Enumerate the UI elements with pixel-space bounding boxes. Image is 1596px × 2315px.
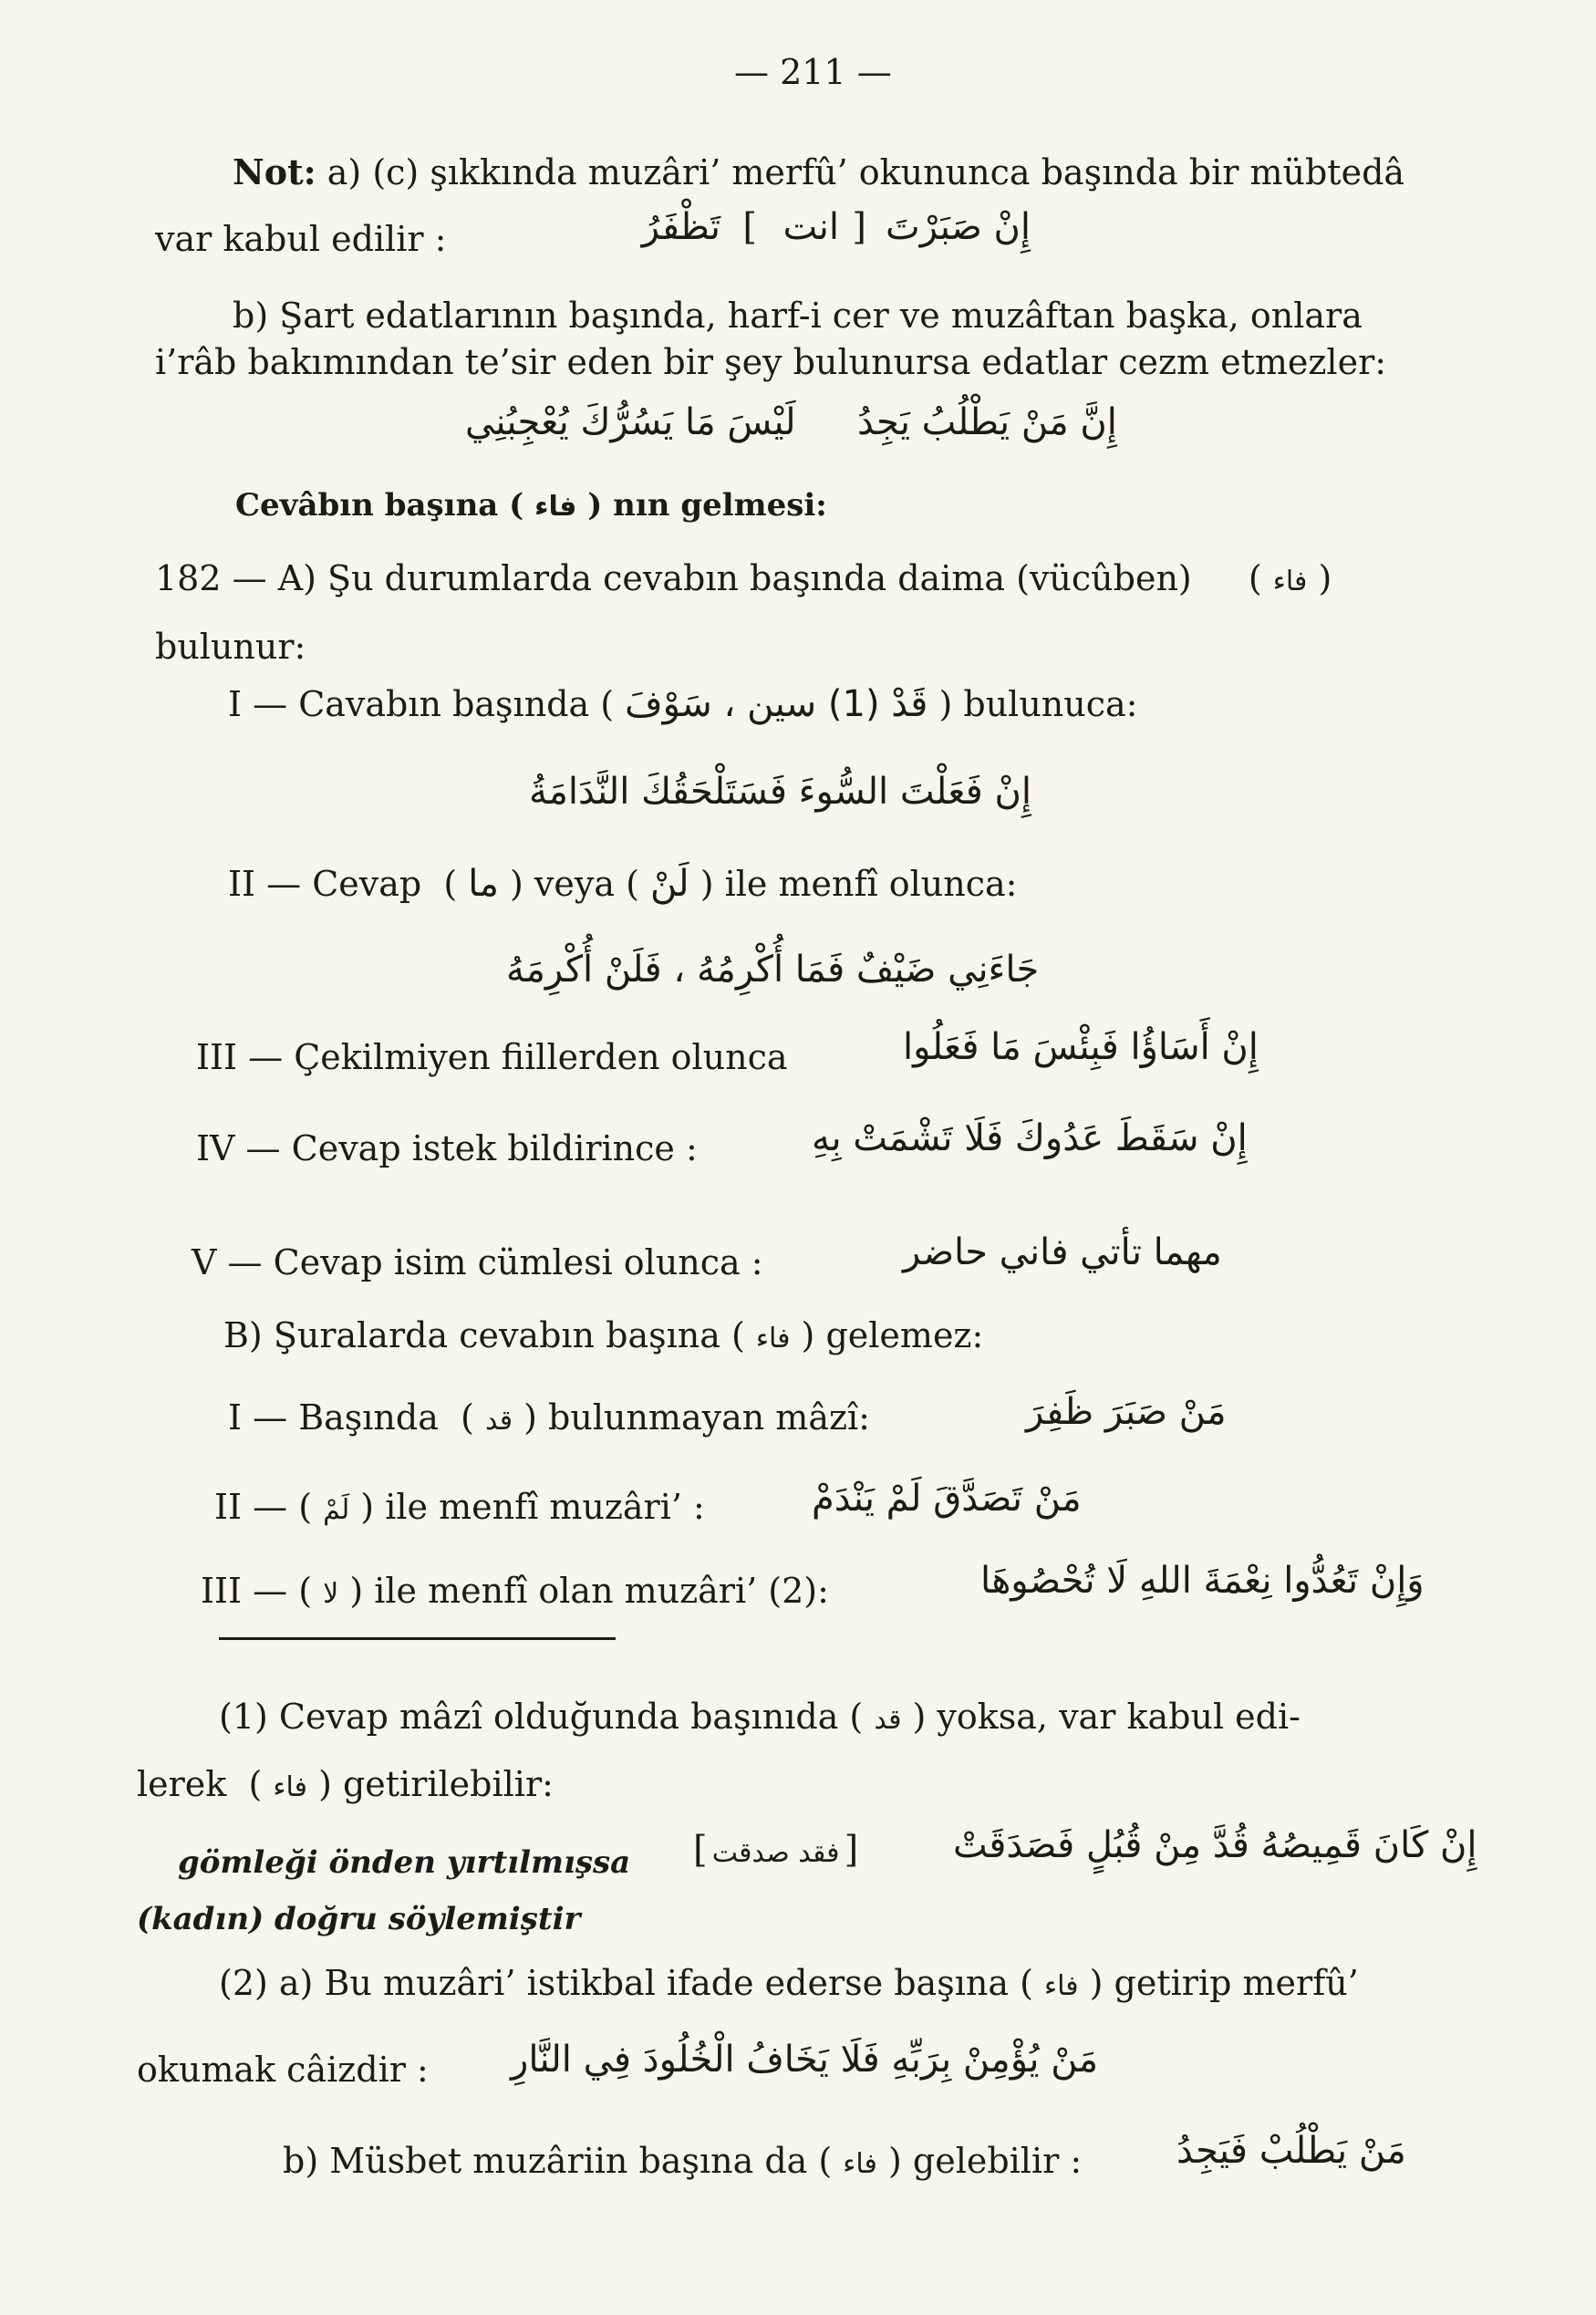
fn1-bracket-arabic: فقد صدقت (711, 1837, 840, 1869)
heading-arabic: فاء (534, 491, 577, 523)
note-a-line (233, 151, 1404, 194)
fn1-text: (1) Cevap mâzî olduğunda başınıda (219, 1697, 839, 1737)
fn2-b-arabic: فاء (843, 2148, 877, 2180)
item-v-line (192, 1241, 763, 1284)
item-iv-line (196, 1126, 698, 1170)
item-tail: ile menfî olunca: (724, 864, 1018, 904)
item-ii-example: جَاءَنِي ضَيْفٌ فَمَا أُكْرِمُهُ ، فَلَنْ أُكْرِمَهُ (506, 949, 1040, 991)
fn1-italic-2: (kadın) doğru söylemiştir (137, 1901, 581, 1937)
item-iv-example: إِنْ سَقَطَ عَدُوكَ فَلَا تَشْمَتْ بِهِ (812, 1117, 1248, 1159)
item-mid: veya (534, 864, 615, 904)
fn1-tail: yoksa, var kabul edi- (937, 1697, 1301, 1737)
b-item-ii-arabic: لَمْ (323, 1494, 350, 1526)
fn2-b-example: مَنْ يَطْلُبْ فَيَجِدُ (1176, 2130, 1406, 2172)
fn2-text: (2) a) Bu muzâri’ istikbal ifade ederse başına (219, 1963, 1009, 2003)
item-i-line: I — Cavabın başında ( قَدْ (1) سين ، سَوْفَ ) bulunuca: (228, 683, 1138, 725)
section-182-text: 182 — A) Şu durumlarda cevabın başında daima (vücûben) (155, 558, 1192, 598)
item-text: — Başında (253, 1397, 439, 1438)
item-text: — Çekilmiyen fiillerden olunca (248, 1037, 788, 1077)
fn1-bracket (693, 1829, 858, 1871)
item-ii-arabic-a: ما (468, 863, 499, 905)
b-item-i-example: مَنْ صَبَرَ ظَفِرَ (1026, 1391, 1227, 1433)
item-num: II (214, 1487, 243, 1527)
fn1-arabic-qad: قد (874, 1704, 902, 1736)
footnote-2-line2: okumak câizdir : (137, 2050, 429, 2090)
note-a-text: a) (c) şıkkında muzâri’ merfû’ okununca başında bir mübtedâ (326, 152, 1405, 192)
footnote-2-b-line: b) Müsbet muzâriin başına da ( فاء ) gelebilir : (283, 2141, 1083, 2181)
fn1-italic-1: gömleği önden yırtılmışsa (178, 1844, 631, 1881)
item-ii-arabic-b: لَنْ (649, 863, 689, 905)
footnote-1-line1: (1) Cevap mâzî olduğunda başınıda ( قد ) yoksa, var kabul edi- (219, 1697, 1301, 1737)
footnote-1-line2: lerek ( فاء ) getirilebilir: (137, 1764, 554, 1804)
b-item-iii-example: وَإِنْ تَعُدُّوا نِعْمَةَ اللهِ لَا تُحْصُوهَا (980, 1560, 1425, 1602)
note-b-line1: b) Şart edatlarının başında, harf-i cer ve muzâftan başka, onlara (233, 296, 1363, 336)
footnote-rule (219, 1637, 616, 1640)
note-b-line2: i’râb bakımından te’sir eden bir şey bulunursa edatlar cezm etmezler: (155, 342, 1387, 382)
item-iii-line (196, 1035, 788, 1079)
fn2-tail: getirip merfû’ (1114, 1963, 1359, 2003)
b-item-i-line: I — Başında ( قد ) bulunmayan mâzî: (228, 1397, 870, 1438)
item-num: III (196, 1037, 238, 1077)
fn2-arabic-example: مَنْ يُؤْمِنْ بِرَبِّهِ فَلَا يَخَافُ الْخُلُودَ فِي النَّارِ (511, 2039, 1099, 2081)
bracket-close: ] (852, 206, 866, 248)
item-num: IV (196, 1128, 235, 1168)
item-num: I (228, 1397, 243, 1438)
fn2-arabic-fa: فاء (1043, 1970, 1079, 2002)
item-iii-example: إِنْ أَسَاؤُا فَبِئْسَ مَا فَعَلُوا (903, 1026, 1259, 1068)
item-text: — Cevap (266, 864, 422, 904)
note-a-arabic (511, 206, 1031, 257)
item-text: — Cevap isim cümlesi olunca : (227, 1242, 763, 1282)
fn1-line2-tail: getirilebilir: (342, 1764, 554, 1804)
bracket-close: ] (844, 1829, 859, 1871)
item-v-example: مهما تأتي فاني حاضر (903, 1231, 1222, 1273)
item-i-example: إِنْ فَعَلْتَ السُّوءَ فَسَتَلْحَقُكَ النَّدَامَةُ (529, 771, 1031, 813)
heading-text: Cevâbın başına (235, 487, 499, 524)
b-tail: gelemez: (825, 1315, 984, 1355)
section-182-line2: bulunur: (155, 627, 306, 667)
item-tail: ile menfî muzâri’ : (385, 1487, 705, 1527)
item-text: — (253, 1487, 288, 1527)
note-a-arabic-main: إِنْ صَبَرْتَ (886, 206, 1031, 248)
item-tail: bulunuca: (963, 684, 1138, 724)
page-number: — 211 — (734, 52, 892, 92)
item-i-arabic: قَدْ (1) سين ، سَوْفَ (625, 683, 928, 725)
item-num: I (228, 684, 243, 724)
note-a-arabic-bracket: انت (782, 206, 839, 248)
b-text: B) Şuralarda cevabın başına (223, 1315, 720, 1355)
item-num: III (201, 1571, 243, 1611)
fn1-arabic-fa: فاء (273, 1771, 307, 1803)
b-item-iii-line: III — ( لا ) ile menfî olan muzâri’ (2): (201, 1571, 829, 1611)
note-label: Not: (233, 151, 316, 192)
b-item-iii-arabic: لا (323, 1578, 339, 1610)
item-text: — Cavabın başında (253, 684, 590, 724)
note-a-arabic-tail: تَظْفَرُ (641, 206, 720, 248)
note-a-line2: var kabul edilir : (155, 219, 447, 259)
b-item-ii-example: مَنْ تَصَدَّقَ لَمْ يَنْدَمْ (812, 1478, 1082, 1520)
item-tail: bulunmayan mâzî: (548, 1397, 870, 1438)
b-arabic: فاء (755, 1323, 791, 1355)
note-b-arabic-2: لَيْسَ مَا يَسُرُّكَ يُعْجِبُنِي (465, 401, 796, 443)
section-182-line1: 182 — A) Şu durumlarda cevabın başında daima (vücûben) ( فاء ) (155, 558, 1332, 598)
bracket-open: [ (693, 1829, 708, 1871)
bracket-open: [ (742, 206, 757, 248)
heading-tail: nın gelmesi: (613, 487, 827, 524)
section-b-line: B) Şuralarda cevabın başına ( فاء ) gelemez: (223, 1315, 984, 1355)
section-heading: Cevâbın başına ( فاء ) nın gelmesi: (235, 487, 827, 524)
fn1-arabic-example: إِنْ كَانَ قَمِيصُهُ قُدَّ مِنْ قُبُلٍ فَصَدَقَتْ (953, 1824, 1477, 1866)
item-ii-line: II — Cevap ( ما ) veya ( لَنْ ) ile menfî olunca: (228, 863, 1018, 905)
note-b-arabic-1: إِنَّ مَنْ يَطْلُبُ يَجِدُ (857, 401, 1117, 443)
item-num: V (192, 1242, 217, 1282)
b-item-ii-line: II — ( لَمْ ) ile menfî muzâri’ : (214, 1487, 705, 1527)
fn2-b-tail: gelebilir : (912, 2141, 1083, 2181)
item-tail: ile menfî olan muzâri’ (2): (374, 1571, 829, 1611)
footnote-2-line1: (2) a) Bu muzâri’ istikbal ifade ederse başına ( فاء ) getirip merfû’ (219, 1963, 1359, 2003)
fn1-line2-text: lerek (137, 1764, 227, 1804)
item-num: II (228, 864, 256, 904)
item-text: — (253, 1571, 288, 1611)
section-182-arabic: فاء (1272, 566, 1308, 597)
fn2-b-text: b) Müsbet muzâriin başına da (283, 2141, 808, 2181)
item-text: — Cevap istek bildirince : (245, 1128, 698, 1168)
b-item-i-arabic: قد (484, 1405, 513, 1437)
